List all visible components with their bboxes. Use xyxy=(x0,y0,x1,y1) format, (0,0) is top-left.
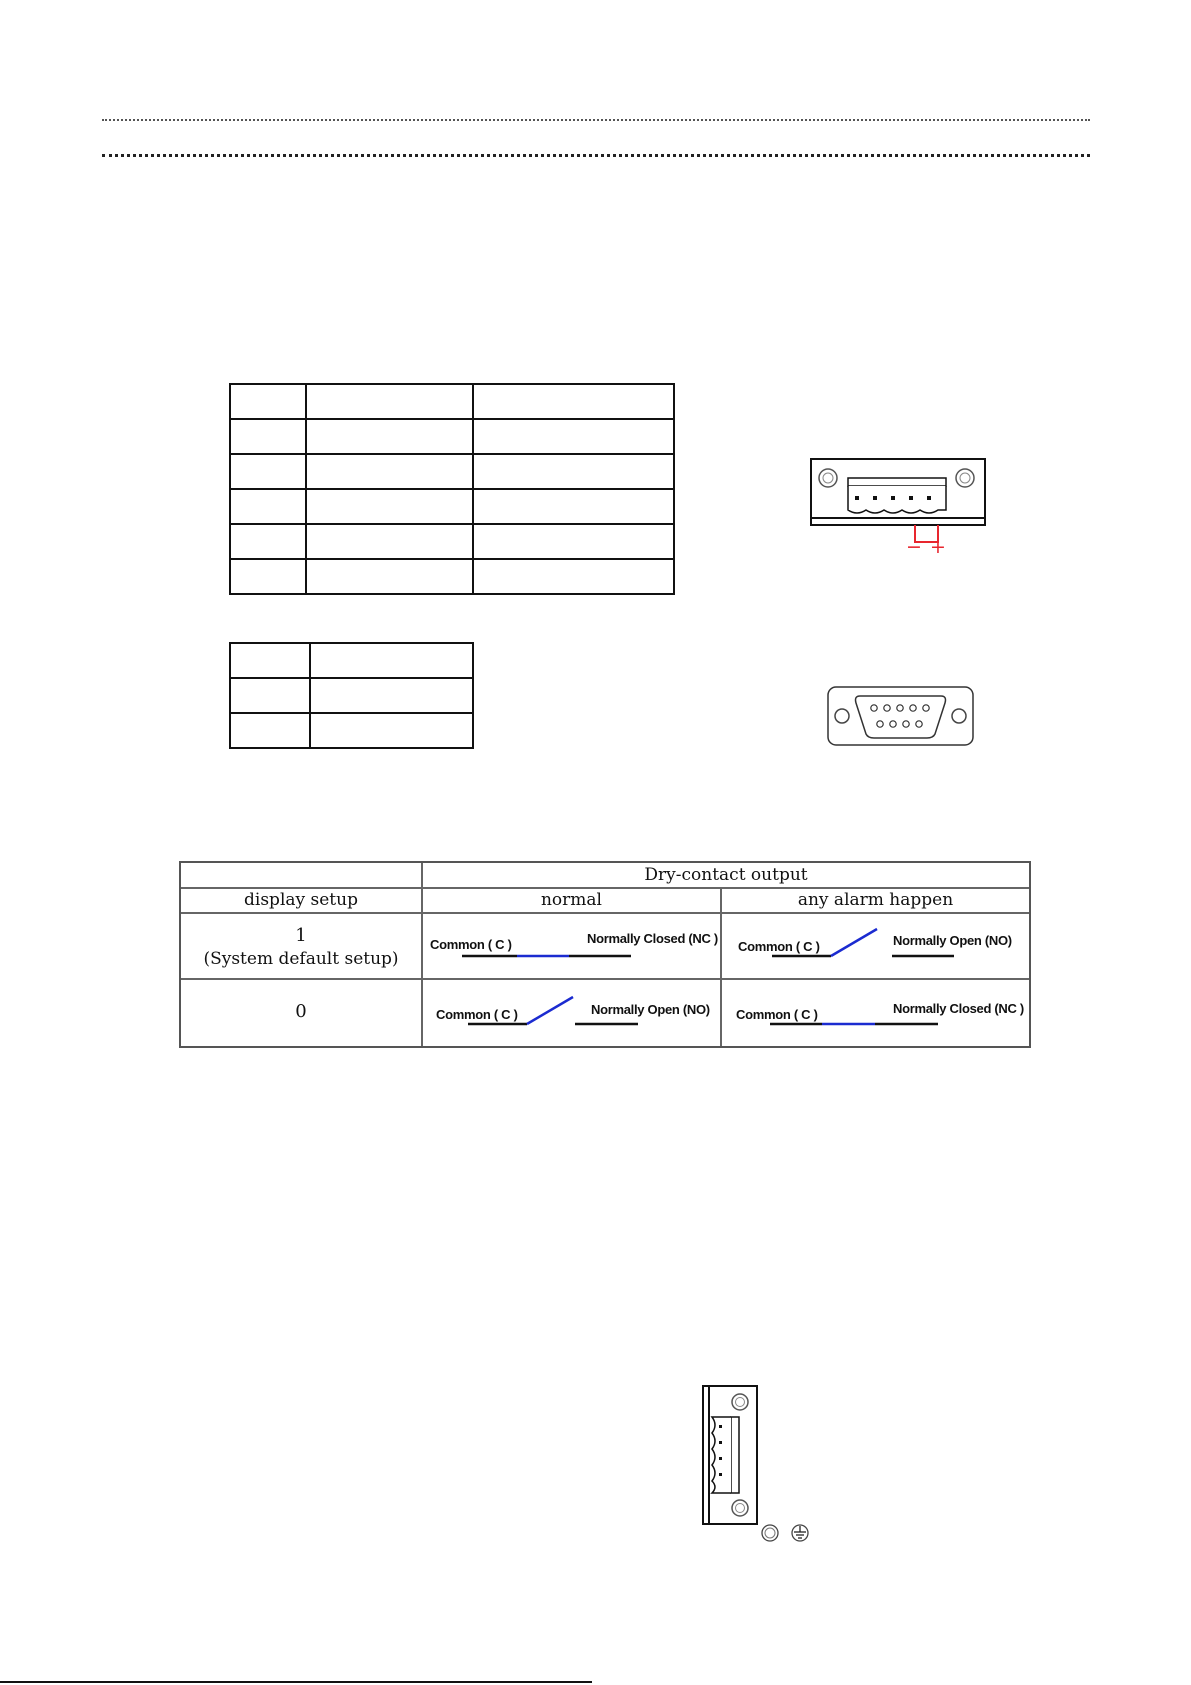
label-normally-closed: Normally Closed (NC ) xyxy=(587,931,718,946)
header-normal: normal xyxy=(540,890,602,910)
screw-terminal-icon xyxy=(760,1525,778,1543)
table-row xyxy=(230,678,473,713)
table-row xyxy=(230,419,674,454)
power-terminal-illustration xyxy=(702,1385,814,1545)
header-dry-contact-output: Dry-contact output xyxy=(644,865,808,885)
header-dotted-rule-top xyxy=(102,119,1090,121)
polarity-minus-label: − xyxy=(906,536,922,558)
table-row xyxy=(230,524,674,559)
db9-connector-illustration xyxy=(827,686,975,748)
polarity-plus-label: + xyxy=(930,536,946,558)
label-common: Common ( C ) xyxy=(736,1007,818,1022)
table-row xyxy=(230,713,473,748)
display-value-1: 1 xyxy=(295,925,307,946)
contact-closed-diagram xyxy=(423,913,720,978)
table-rule xyxy=(181,887,1029,889)
label-normally-open: Normally Open (NO) xyxy=(591,1002,710,1017)
display-note-1: (System default setup) xyxy=(203,949,399,969)
header-any-alarm: any alarm happen xyxy=(797,890,954,910)
table-row xyxy=(230,454,674,489)
label-common: Common ( C ) xyxy=(738,939,820,954)
ground-icon xyxy=(790,1525,808,1543)
display-value-0: 0 xyxy=(295,1001,307,1022)
table-row xyxy=(230,643,473,678)
contact-open-diagram xyxy=(722,913,1029,978)
table-row xyxy=(230,559,674,594)
label-common: Common ( C ) xyxy=(436,1007,518,1022)
table-row xyxy=(230,489,674,524)
terminal-block-connector-illustration xyxy=(810,458,990,568)
label-normally-closed: Normally Closed (NC ) xyxy=(893,1001,1024,1016)
pin-table-terminal xyxy=(229,383,675,595)
label-normally-open: Normally Open (NO) xyxy=(893,933,1012,948)
contact-closed-diagram xyxy=(722,979,1029,1046)
label-common: Common ( C ) xyxy=(430,937,512,952)
table-row xyxy=(230,384,674,419)
dry-contact-output-table xyxy=(179,861,1031,1048)
header-display-setup: display setup xyxy=(244,890,358,910)
footer-rule xyxy=(0,1681,592,1683)
contact-open-diagram xyxy=(423,979,720,1046)
pin-table-serial xyxy=(229,642,474,749)
header-dotted-rule-bottom xyxy=(102,154,1090,157)
